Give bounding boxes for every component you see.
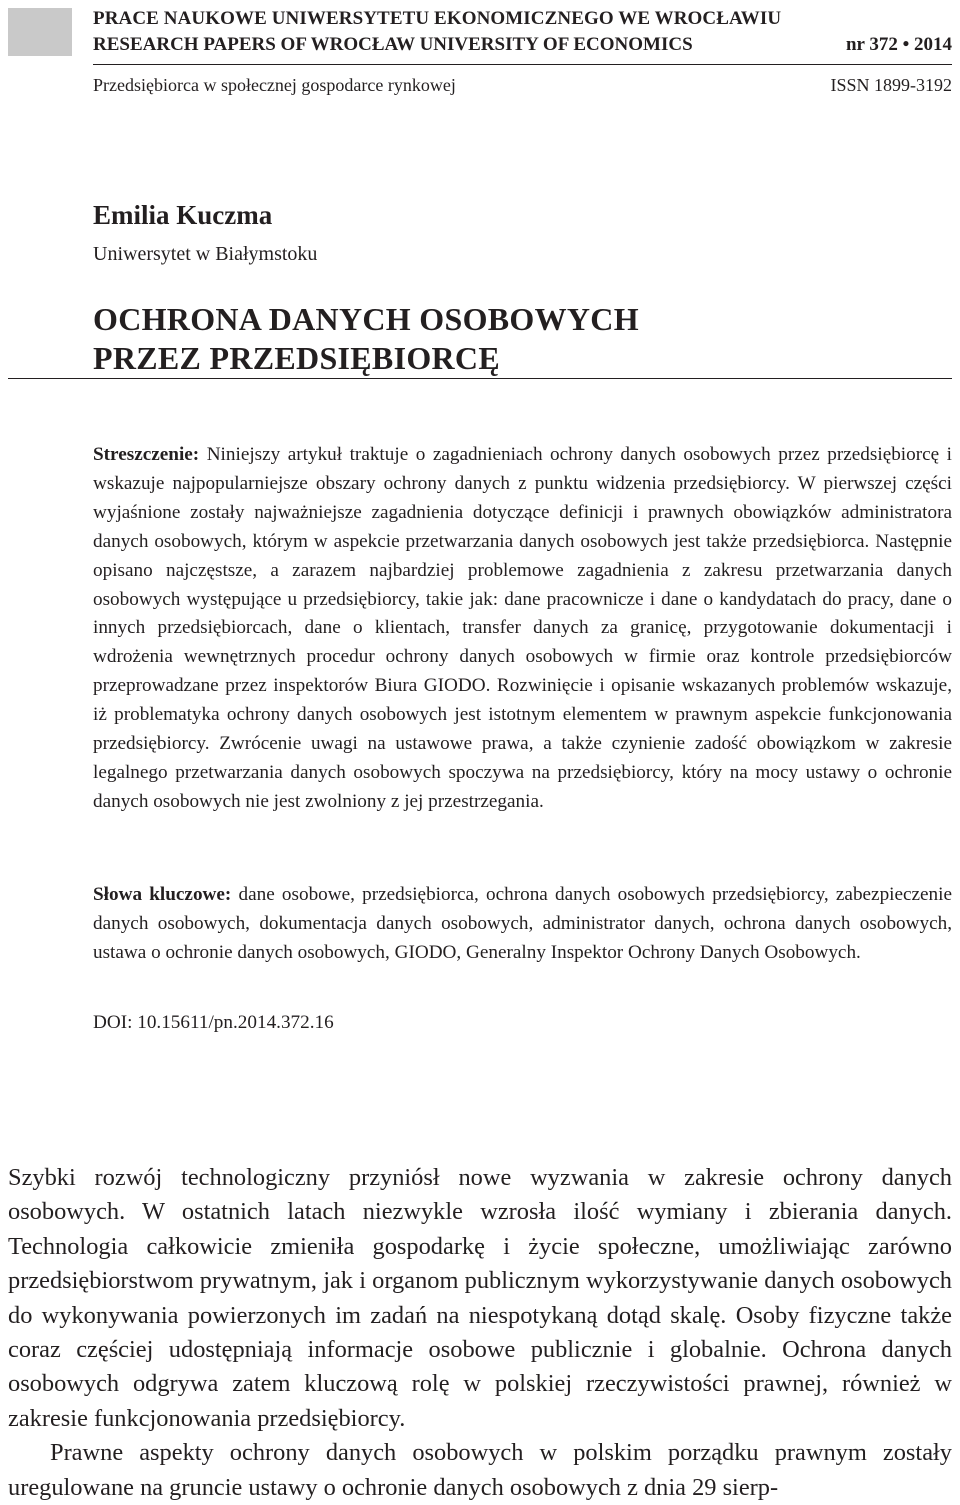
issue-number: nr 372 • 2014 <box>845 34 952 55</box>
journal-title-en-row <box>93 34 952 56</box>
keywords-text: dane osobowe, przedsiębiorca, ochrona danych osobowych przedsiębiorcy, zabezpieczenie danych osobowych, dokumentacja danych osobowych, administrator danych, ochrona danych osobowych, ustawa o ochronie danych osobowych, GIODO, Generalny Inspektor Ochrony Danych Osobowych. <box>93 884 952 963</box>
header-rule <box>93 64 952 65</box>
author-affiliation: Uniwersytet w Białymstoku <box>93 243 318 265</box>
title-rule <box>8 378 952 379</box>
abstract <box>93 441 952 817</box>
abstract-label: Streszczenie: <box>93 444 200 465</box>
article-title-line-1: OCHRONA DANYCH OSOBOWYCH <box>93 301 639 337</box>
issn: ISSN 1899-3192 <box>830 75 952 95</box>
body-text <box>8 1161 952 1505</box>
doi: DOI: 10.15611/pn.2014.372.16 <box>93 1012 334 1033</box>
body-paragraph-2: Prawne aspekty ochrony danych osobowych w polskim porządku prawnym zostały uregulowane na gruncie ustawy o ochronie danych osobowych z dnia 29 sierp- <box>8 1439 952 1501</box>
author-name: Emilia Kuczma <box>93 200 273 230</box>
keywords <box>93 881 952 968</box>
keywords-label: Słowa kluczowe: <box>93 884 232 905</box>
article-title <box>93 300 639 378</box>
abstract-text: Niniejszy artykuł traktuje o zagadnieniach ochrony danych osobowych przez przedsiębiorcę i wskazuje najpopularniejsze obszary ochrony danych z punktu widzenia przedsiębiorcy. W pierwszej części wyjaśnione zostały najważniejsze zagadnienia dotyczące definicji i prawnych obowiązków administratora danych osobowych, którym w aspekcie przetwarzania danych osobowych jest także przedsiębiorca. Następnie opisano najczęstsze, a zarazem najbardziej problemowe zagadnienia z zakresu przetwarzania danych osobowych występujące u przedsiębiorcy, takie jak: dane pracownicze i dane o kandydatach do pracy, dane o innych przedsiębiorcach, dane o klientach, transfer danych za granicę, przygotowanie dokumentacji i wdrożenia wewnętrznych procedur ochrony danych osobowych w firmie oraz kontrole przedsiębiorców przeprowadzane przez inspektorów Biura GIODO. Rozwinięcie i opisanie wskazanych problemów wskazuje, iż problematyka ochrony danych osobowych jest istotnym elementem w prawnym aspekcie funkcjonowania przedsiębiorcy. Zwrócenie uwagi na ustawowe prawa, a także czynienie zadość obowiązkom w zakresie legalnego przetwarzania danych osobowych spoczywa na przedsiębiorcy, który na mocy ustawy o ochronie danych osobowych nie jest zwolniony z jej przestrzegania. <box>93 444 952 812</box>
journal-title-pl: PRACE NAUKOWE UNIWERSYTETU EKONOMICZNEGO WE WROCŁAWIU <box>93 8 782 29</box>
series-title: Przedsiębiorca w społecznej gospodarce rynkowej <box>93 75 456 95</box>
article-title-line-2: PRZEZ PRZEDSIĘBIORCĘ <box>93 340 500 376</box>
series-row <box>93 75 952 96</box>
header-gray-block <box>8 8 72 56</box>
journal-title-en: RESEARCH PAPERS OF WROCŁAW UNIVERSITY OF ECONOMICS <box>93 34 693 55</box>
body-paragraph-1: Szybki rozwój technologiczny przyniósł nowe wyzwania w zakresie ochrony danych osobowych. W ostatnich latach niezwykle wzrosła ilość wymiany i zbierania danych. Technologia całkowicie zmieniła gospodarkę i życie społeczne, umożliwiając zarówno przedsiębiorstwom prywatnym, jak i organom publicznym wykorzystywanie danych osobowych do wykonywania powierzonych im zadań na niespotykaną dotąd skalę. Osoby fizyczne także coraz częściej udostępniają informacje osobowe publicznie i globalnie. Ochrona danych osobowych odgrywa zatem kluczową rolę w polskiej rzeczywistości prawnej, również w zakresie funkcjonowania przedsiębiorcy. <box>8 1164 952 1432</box>
